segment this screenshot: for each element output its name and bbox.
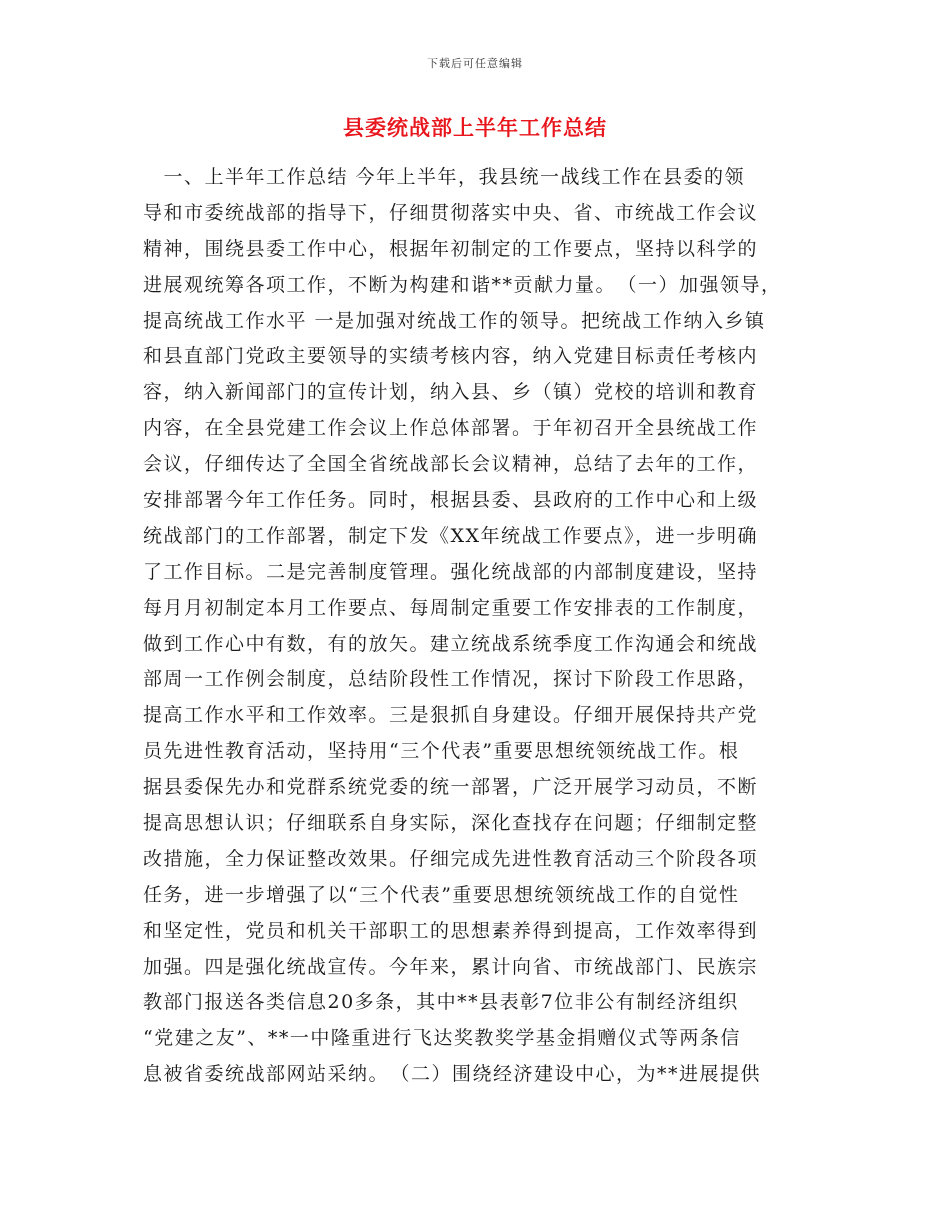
body-line: 和坚定性，党员和机关干部职工的思想素养得到提高，工作效率得到 <box>143 919 759 942</box>
body-line: 一、上半年工作总结 今年上半年，我县统一战线工作在县委的领 <box>143 166 746 188</box>
body-line: 提高工作水平和工作效率。三是狠抓自身建设。仔细开展保持共产党 <box>143 704 759 727</box>
body-line: 导和市委统战部的指导下，仔细贯彻落实中央、省、市统战工作会议 <box>143 201 759 224</box>
body-line: 精神，围绕县委工作中心，根据年初制定的工作要点，坚持以科学的 <box>143 237 759 260</box>
document-title: 县委统战部上半年工作总结 <box>343 115 607 140</box>
body-line: 教部门报送各类信息20多条，其中**县表彰7位非公有制经济组织 <box>143 991 739 1014</box>
body-line: 安排部署今年工作任务。同时，根据县委、县政府的工作中心和上级 <box>143 489 759 512</box>
body-line: 了工作目标。二是完善制度管理。强化统战部的内部制度建设，坚持 <box>143 560 759 583</box>
body-line: 进展观统筹各项工作，不断为构建和谐**贡献力量。 （一）加强领导， <box>143 273 782 296</box>
body-line: 统战部门的工作部署，制定下发《XX年统战工作要点》，进一步明确 <box>143 524 759 547</box>
body-line: “党建之友”、**一中隆重进行飞达奖教奖学基金捐赠仪式等两条信 <box>143 1027 741 1050</box>
body-line: 改措施，全力保证整改效果。仔细完成先进性教育活动三个阶段各项 <box>143 847 759 870</box>
body-line: 会议，仔细传达了全国全省统战部长会议精神，总结了去年的工作， <box>143 453 759 476</box>
body-line: 员先进性教育活动，坚持用“三个代表”重要思想统领统战工作。根 <box>143 740 740 763</box>
body-line: 加强。四是强化统战宣传。今年来，累计向省、市统战部门、民族宗 <box>143 955 759 978</box>
body-line: 容，纳入新闻部门的宣传计划，纳入县、乡（镇）党校的培训和教育 <box>143 381 759 404</box>
body-line: 和县直部门党政主要领导的实绩考核内容，纳入党建目标责任考核内 <box>143 345 759 368</box>
header-note: 下载后可任意编辑 <box>427 57 523 70</box>
body-line: 任务，进一步增强了以“三个代表”重要思想统领统战工作的自觉性 <box>143 883 740 906</box>
document-body <box>143 160 815 1093</box>
body-line: 据县委保先办和党群系统党委的统一部署，广泛开展学习动员，不断 <box>143 776 759 799</box>
body-line: 提高统战工作水平 一是加强对统战工作的领导。把统战工作纳入乡镇 <box>143 309 766 332</box>
body-line: 提高思想认识；仔细联系自身实际，深化查找存在问题；仔细制定整 <box>143 812 759 835</box>
body-line: 息被省委统战部网站采纳。 （二）围绕经济建设中心，为**进展提供 <box>143 1063 762 1086</box>
body-line: 部周一工作例会制度，总结阶段性工作情况，探讨下阶段工作思路， <box>143 668 759 691</box>
body-line: 每月月初制定本月工作要点、每周制定重要工作安排表的工作制度， <box>143 596 759 619</box>
body-line: 内容，在全县党建工作会议上作总体部署。于年初召开全县统战工作 <box>143 417 759 440</box>
body-line: 做到工作心中有数，有的放矢。建立统战系统季度工作沟通会和统战 <box>143 632 759 655</box>
